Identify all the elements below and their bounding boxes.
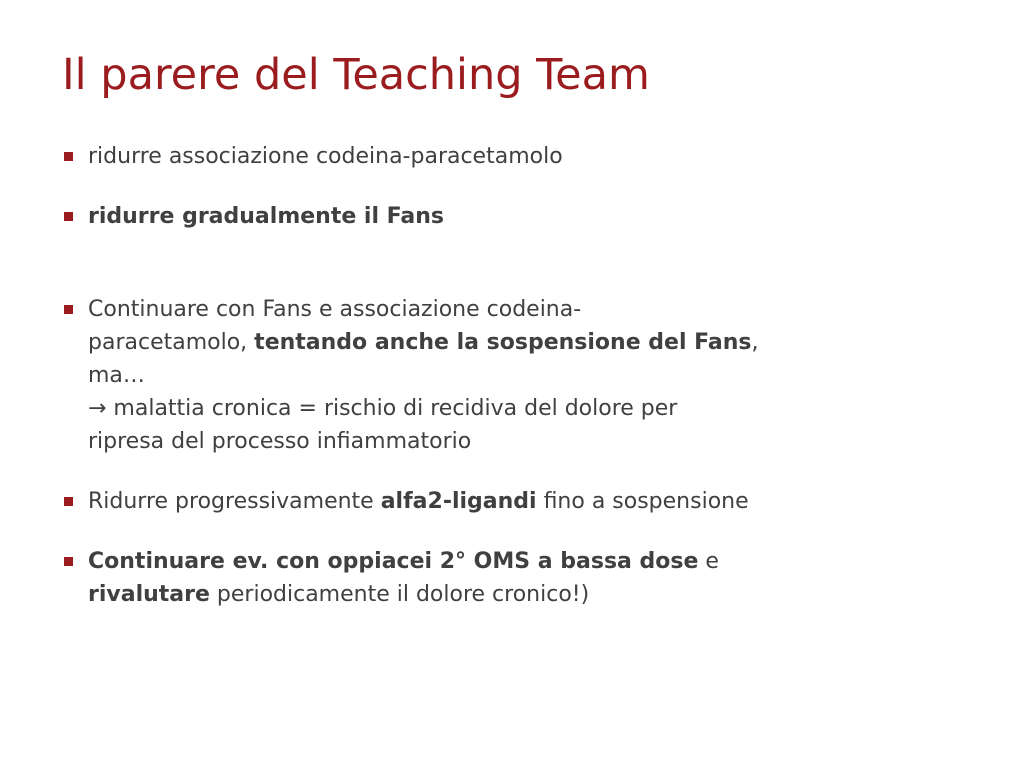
bullet-line: → malattia cronica = rischio di recidiva del dolore per [88,396,678,421]
bullet-text: periodicamente il dolore cronico!) [209,582,590,607]
bullet-item [64,545,924,611]
bullet-text: fino a sospensione [536,489,749,514]
bullet-line [88,545,924,578]
bullet-item [64,140,924,173]
bullet-text: , [751,330,759,355]
slide-title: Il parere del Teaching Team [62,50,650,100]
square-bullet-icon [64,557,73,566]
bullet-text: Ridurre progressivamente [88,489,381,514]
bullet-line: ma… [88,363,145,388]
bullet-line [88,578,924,611]
bullet-bold-text: rivalutare [88,582,210,607]
bullet-line: Continuare con Fans e associazione codeina- [88,297,582,322]
bullet-line: ripresa del processo infiammatorio [88,429,472,454]
bullet-bold-text: tentando anche la sospensione del Fans [254,330,752,355]
bullet-item [64,200,924,233]
square-bullet-icon [64,152,73,161]
bullet-text: ridurre associazione codeina-paracetamolo [88,144,563,169]
bullet-bold-text: Continuare ev. con oppiacei 2° OMS a bassa dose [88,549,699,574]
bullet-bold-text: alfa2-ligandi [380,489,537,514]
square-bullet-icon [64,212,73,221]
bullet-text: e [698,549,719,574]
bullet-item [64,485,924,518]
bullet-line [88,326,924,359]
square-bullet-icon [64,497,73,506]
bullet-list [64,140,924,611]
bullet-item [64,293,924,458]
bullet-text: paracetamolo, [88,330,255,355]
square-bullet-icon [64,305,73,314]
bullet-bold-text: ridurre gradualmente il Fans [88,204,445,229]
